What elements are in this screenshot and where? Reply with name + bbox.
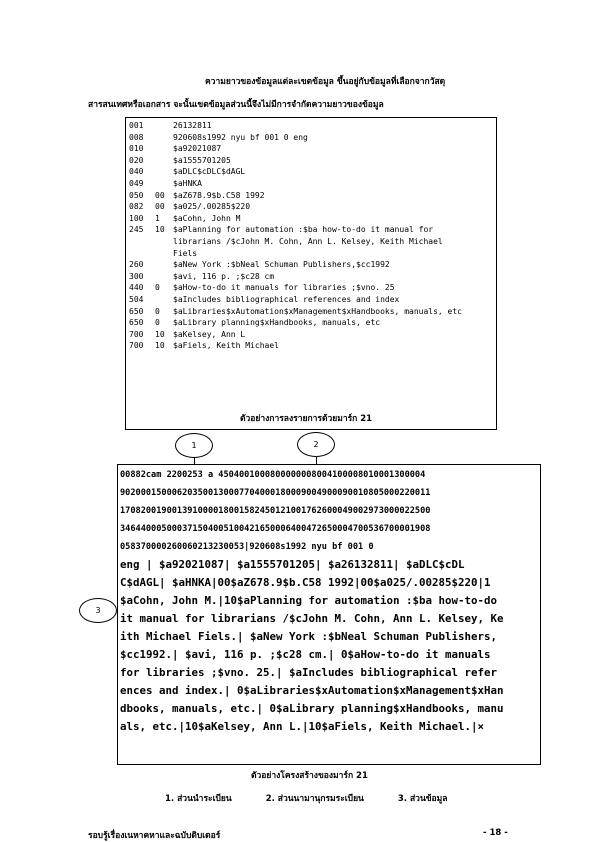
marc-field-row xyxy=(129,317,496,329)
raw-record-line: 058370000260060213230053|920608s1992 nyu bf 001 0 xyxy=(120,542,374,552)
marc-field-row xyxy=(129,120,496,132)
raw-record-line: for libraries ;$vno. 25.| $aIncludes bibliographical refer xyxy=(120,666,498,679)
marc-field-data: 26132811 xyxy=(173,121,212,130)
raw-record-line: eng | $a92021087| $a1555701205| $a26132811| $aDLC$cDL xyxy=(120,558,465,571)
marc-field-tag: 040 xyxy=(129,167,144,177)
marc-field-indicator xyxy=(155,166,173,178)
marc-field-indicator xyxy=(155,271,173,283)
marc-field-indicator: 10 xyxy=(155,341,165,351)
marc-field-data: $avi, 116 p. ;$c28 cm xyxy=(173,271,275,281)
marc-field-data: Fiels xyxy=(173,248,198,258)
raw-record-line: als, etc.|10$aKelsey, Ann L.|10$aFiels, Keith Michael.|× xyxy=(120,720,485,733)
marc-field-tag: 300 xyxy=(129,271,144,281)
marc-field-row xyxy=(129,178,496,190)
part-directory: 2. ส่วนนามานุกรมระเบียน xyxy=(265,794,364,804)
marc-field-indicator xyxy=(155,120,173,132)
marc-field-indicator: 10 xyxy=(155,329,165,339)
raw-record-line: ith Michael Fiels.| $aNew York :$bNeal Schuman Publishers, xyxy=(120,630,498,643)
marc-field-tag: 008 xyxy=(129,132,144,142)
marc-field-indicator: 0 xyxy=(155,283,160,293)
marc-field-tag: 050 xyxy=(129,190,144,200)
marc-field-tag: 650 xyxy=(129,306,144,316)
part-leader: 1. ส่วนนำระเบียน xyxy=(165,794,232,804)
raw-record-line: it manual for librarians /$cJohn M. Cohn, Ann L. Kelsey, Ke xyxy=(120,612,504,625)
marc-field-indicator xyxy=(155,143,173,155)
marc-field-row xyxy=(129,166,496,178)
marc-field-data: $aIncludes bibliographical references and index xyxy=(173,294,400,304)
marc-field-tag: 010 xyxy=(129,144,144,154)
marc-field-tag xyxy=(129,236,155,248)
marc-field-row xyxy=(129,271,496,283)
marc-field-data: 920608s1992 nyu bf 001 0 eng xyxy=(173,132,308,142)
marc-field-row xyxy=(129,143,496,155)
raw-record-line: 346440005000371504005100421650006400472650004700536700001908 xyxy=(120,524,431,534)
marc-field-indicator xyxy=(155,259,173,271)
marc-field-data: $aFiels, Keith Michael xyxy=(173,341,279,351)
caption-marc-structure: ตัวอย่างโครงสร้างของมาร์ก 21 xyxy=(251,771,368,781)
marc-field-data: $aDLC$cDLC$dAGL xyxy=(173,167,246,177)
marc-field-row xyxy=(129,236,496,248)
marc-field-row xyxy=(129,294,496,306)
marc-field-tag: 650 xyxy=(129,318,144,328)
marc-field-tag: 082 xyxy=(129,202,144,212)
marc-field-tag: 700 xyxy=(129,341,144,351)
raw-record-line: $cc1992.| $avi, 116 p. ;$c28 cm.| 0$aHow-to-do it manuals xyxy=(120,648,491,661)
marc-field-tag: 260 xyxy=(129,260,144,270)
marc-field-indicator: 00 xyxy=(155,190,165,200)
raw-record-line: C$dAGL| $aHNKA|00$aZ678.9$b.C58 1992|00$a025/.00285$220|1 xyxy=(120,576,491,589)
page-number: - 18 - xyxy=(483,828,508,838)
marc-field-tag: 100 xyxy=(129,213,144,223)
marc-field-row xyxy=(129,340,496,352)
marc-field-data: $aZ678.9$b.C58 1992 xyxy=(173,190,265,200)
marc-field-indicator xyxy=(155,178,173,190)
marc-field-tag: 020 xyxy=(129,155,144,165)
label-circle-2: 2 xyxy=(297,432,335,457)
label-circle-1: 1 xyxy=(175,433,213,458)
raw-record-line: 170820019001391000018001582450121001762600049002973000022500 xyxy=(120,506,431,516)
raw-record-line: $aCohn, John M.|10$aPlanning for automation :$ba how-to-do xyxy=(120,594,498,607)
part-data-fields: 3. ส่วนข้อมูล xyxy=(397,794,448,804)
marc-field-data: $a025/.00285$220 xyxy=(173,202,251,212)
marc-field-indicator: 10 xyxy=(155,225,165,235)
marc-field-tag: 245 xyxy=(129,225,144,235)
marc-field-indicator: 0 xyxy=(155,318,160,328)
marc-field-row xyxy=(129,224,496,236)
marc-field-data: $a1555701205 xyxy=(173,155,231,165)
marc-field-data: $a92021087 xyxy=(173,144,222,154)
marc-field-row xyxy=(129,282,496,294)
marc-field-tag: 049 xyxy=(129,178,144,188)
raw-record-line: ences and index.| 0$aLibraries$xAutomation$xManagement$xHan xyxy=(120,684,504,697)
marc-field-row xyxy=(129,329,496,341)
marc-field-indicator: 1 xyxy=(155,213,160,223)
footer-book-title: รอบรู้เรื่องเนหาคหาและฉบับดิบเดอร์ xyxy=(88,831,221,841)
marc-field-indicator xyxy=(155,132,173,144)
marc-field-indicator xyxy=(155,248,173,260)
pointer-line-2 xyxy=(316,457,317,464)
raw-record-line: 902000150006203500130007704000180009004900090010805000220011 xyxy=(120,488,431,498)
marc-field-indicator xyxy=(155,236,173,248)
marc-field-data: $aNew York :$bNeal Schuman Publishers,$cc1992 xyxy=(173,260,390,270)
marc-field-indicator xyxy=(155,155,173,167)
caption-marc-example: ตัวอย่างการลงรายการด้วยมาร์ก 21 xyxy=(240,414,373,424)
marc-field-tag xyxy=(129,248,155,260)
marc-field-tag: 700 xyxy=(129,329,144,339)
marc-field-tag: 440 xyxy=(129,283,144,293)
marc-field-data: $aLibraries$xAutomation$xManagement$xHandbooks, manuals, etc xyxy=(173,306,462,316)
raw-record-line: 00882cam 2200253 a 4504001000800000008004100008010001300004 xyxy=(120,470,426,480)
marc-field-row xyxy=(129,213,496,225)
marc-record-table xyxy=(125,117,497,430)
marc-field-indicator xyxy=(155,294,173,306)
marc-field-row xyxy=(129,132,496,144)
raw-marc-structure xyxy=(117,464,541,765)
structure-parts-list xyxy=(165,791,447,805)
marc-field-data: $aCohn, John M xyxy=(173,213,241,223)
marc-field-data: $aLibrary planning$xHandbooks, manuals, etc xyxy=(173,318,381,328)
marc-field-row xyxy=(129,306,496,318)
marc-field-row xyxy=(129,259,496,271)
marc-field-row xyxy=(129,155,496,167)
marc-field-data: librarians /$cJohn M. Cohn, Ann L. Kelsey, Keith Michael xyxy=(173,236,443,246)
intro-line-1: ความยาวของข้อมูลแต่ละเขตข้อมูล ขึ้นอยู่กับข้อมูลที่เลือกจากวัสดุ xyxy=(205,77,446,87)
marc-field-data: $aPlanning for automation :$ba how-to-do it manual for xyxy=(173,225,434,235)
marc-field-tag: 001 xyxy=(129,121,144,130)
raw-record-line: dbooks, manuals, etc.| 0$aLibrary planning$xHandbooks, manu xyxy=(120,702,504,715)
marc-field-row xyxy=(129,201,496,213)
marc-field-tag: 504 xyxy=(129,294,144,304)
marc-field-indicator: 0 xyxy=(155,306,160,316)
label-circle-3: 3 xyxy=(79,598,117,623)
marc-field-data: $aHow-to-do it manuals for libraries ;$vno. 25 xyxy=(173,283,395,293)
intro-line-2: สารสนเทศหรือเอกสาร จะนั้นเขตข้อมูลส่วนนี้จึงไม่มีการจำกัดความยาวของข้อมูล xyxy=(88,100,384,110)
marc-field-row xyxy=(129,248,496,260)
marc-field-row xyxy=(129,190,496,202)
marc-field-data: $aKelsey, Ann L xyxy=(173,329,246,339)
marc-field-data: $aHNKA xyxy=(173,178,202,188)
marc-field-indicator: 00 xyxy=(155,202,165,212)
